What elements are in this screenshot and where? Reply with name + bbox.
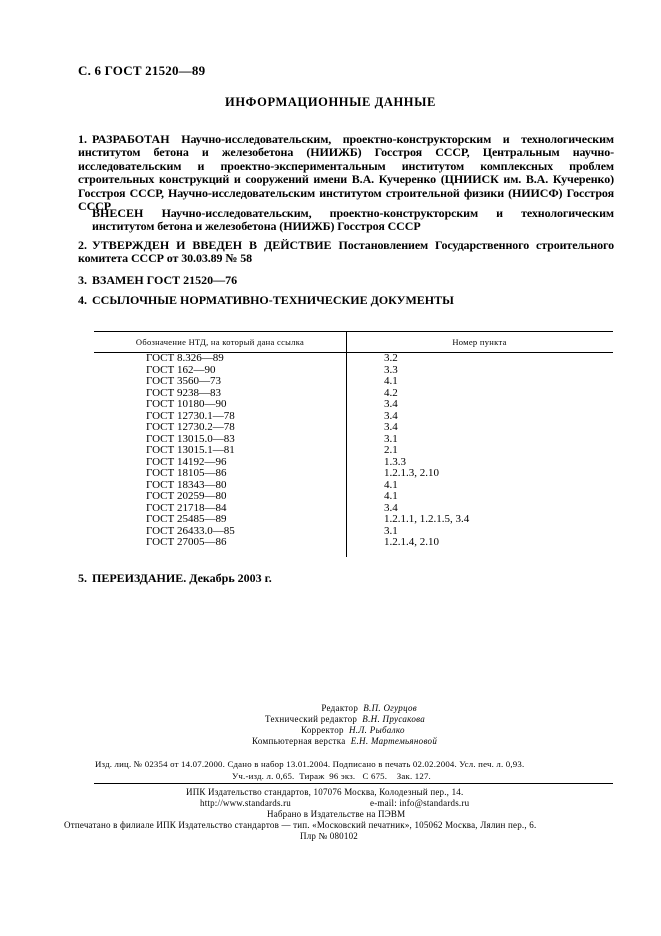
cell-document: ГОСТ 8.326—89 xyxy=(146,352,224,364)
cell-clause: 3.4 xyxy=(384,421,398,433)
item-number: 4. xyxy=(78,293,87,307)
cell-clause: 4.1 xyxy=(384,490,398,502)
cell-clause: 3.1 xyxy=(384,432,398,445)
reference-table xyxy=(94,331,613,548)
item-lead: ВНЕСЕН xyxy=(92,206,144,220)
table-row xyxy=(94,468,613,480)
item-lead: ССЫЛОЧНЫЕ НОРМАТИВНО-ТЕХНИЧЕСКИЕ ДОКУМЕНТЫ xyxy=(92,293,454,307)
item-text: Декабрь 2003 г. xyxy=(189,571,272,585)
cell-document: ГОСТ 13015.0—83 xyxy=(146,432,235,445)
section-title: ИНФОРМАЦИОННЫЕ ДАННЫЕ xyxy=(225,95,436,109)
table-row xyxy=(94,399,613,411)
cell-document: ГОСТ 26433.0—85 xyxy=(146,524,235,537)
imprint-line-5: Плр № 080102 xyxy=(300,831,358,841)
cell-clause: 4.1 xyxy=(384,478,398,491)
publication-line-1: Изд. лиц. № 02354 от 14.07.2000. Сдано в набор 13.01.2004. Подписано в печать 02.02.2004. Усл. печ. л. 0,93. xyxy=(95,759,525,769)
imprint-line-3: Набрано в Издательстве на ПЭВМ xyxy=(267,809,406,819)
cell-document: ГОСТ 14192—96 xyxy=(146,455,227,468)
table-row xyxy=(94,491,613,503)
table-row xyxy=(94,537,613,549)
imprint-line-1: ИПК Издательство стандартов, 107076 Москва, Колодезный пер., 14. xyxy=(186,787,464,797)
cell-document: ГОСТ 21718—84 xyxy=(146,501,227,514)
table-header xyxy=(94,331,613,353)
item-number: 2. xyxy=(78,238,87,252)
table-body xyxy=(94,353,613,549)
cell-clause: 4.2 xyxy=(384,386,398,399)
cell-clause: 1.2.1.1, 1.2.1.5, 3.4 xyxy=(384,513,470,525)
item-lead: ВЗАМЕН ГОСТ 21520—76 xyxy=(92,273,238,287)
publication-line-2: Уч.-изд. л. 0,65. Тираж 96 экз. С 675. Зак. 127. xyxy=(232,771,431,781)
cell-clause: 2.1 xyxy=(384,444,398,456)
cell-document: ГОСТ 27005—86 xyxy=(146,536,227,548)
item-reissue xyxy=(78,572,614,585)
item-introduced xyxy=(78,207,614,234)
table-row xyxy=(94,376,613,388)
credit-layout: Компьютерная верстка Е.Н. Мартемьяновой xyxy=(252,736,438,746)
cell-document: ГОСТ 12730.2—78 xyxy=(146,421,235,433)
imprint-divider xyxy=(94,783,613,784)
cell-document: ГОСТ 3560—73 xyxy=(146,375,221,387)
cell-document: ГОСТ 20259—80 xyxy=(146,490,227,502)
item-text: Научно-исследовательским, проектно-конструкторским и технологическим институтом бетона и железобетона (НИИЖБ) Госстроя СССР xyxy=(92,206,615,234)
item-number: 1. xyxy=(78,132,87,146)
item-references xyxy=(78,294,614,307)
item-lead: ПЕРЕИЗДАНИЕ. xyxy=(92,571,187,585)
imprint-line-4: Отпечатано в филиале ИПК Издательство стандартов — тип. «Московский печатник», 105062 Москва, Лялин пер., 6. xyxy=(64,820,537,830)
item-replaces xyxy=(78,274,614,287)
item-text: Научно-исследовательским, проектно-конструкторским и технологическим институтом бетона и железобетона (НИИЖБ) Госстроя СССР, Центральным научно-исследовательским и проектно-экспериментальным институтом комплексных проблем строительных конструкций и сооружений имени В.А. Кучеренко (ЦНИИСК им. В.А. Кучеренко) Госстроя СССР, Научно-исследовательским институтом строительной физики (НИИСФ) Госстроя СССР xyxy=(78,132,615,214)
cell-clause: 3.4 xyxy=(384,398,398,410)
credit-proofreader: Корректор Н.Л. Рыбалко xyxy=(301,725,405,735)
cell-document: ГОСТ 13015.1—81 xyxy=(146,444,235,456)
cell-clause: 3.1 xyxy=(384,524,398,537)
item-lead: УТВЕРЖДЕН И ВВЕДЕН В ДЕЙСТВИЕ xyxy=(92,238,332,252)
cell-clause: 3.3 xyxy=(384,363,398,376)
cell-clause: 3.4 xyxy=(384,409,398,422)
credit-editor: Редактор В.П. Огурцов xyxy=(321,703,417,713)
cell-clause: 3.2 xyxy=(384,352,398,364)
table-row xyxy=(94,514,613,526)
cell-document: ГОСТ 10180—90 xyxy=(146,398,227,410)
item-developed xyxy=(78,133,614,213)
cell-clause: 1.2.1.3, 2.10 xyxy=(384,467,439,479)
table-row xyxy=(94,422,613,434)
cell-clause: 3.4 xyxy=(384,501,398,514)
imprint-email: e-mail: info@standards.ru xyxy=(370,798,470,808)
cell-clause: 4.1 xyxy=(384,375,398,387)
table-row xyxy=(94,353,613,365)
item-approved xyxy=(78,239,614,266)
column-header-clause: Номер пункта xyxy=(452,337,507,347)
cell-document: ГОСТ 18105—86 xyxy=(146,467,227,479)
item-lead: РАЗРАБОТАН xyxy=(92,132,170,146)
cell-document: ГОСТ 18343—80 xyxy=(146,478,227,491)
imprint-url: http://www.standards.ru xyxy=(200,798,292,808)
cell-document: ГОСТ 9238—83 xyxy=(146,386,221,399)
item-number: 3. xyxy=(78,273,87,287)
credit-tech-editor: Технический редактор В.Н. Прусакова xyxy=(265,714,426,724)
column-header-document: Обозначение НТД, на который дана ссылка xyxy=(135,337,305,347)
cell-document: ГОСТ 162—90 xyxy=(146,363,216,376)
item-text: Постановлением Государственного строительного комитета СССР от 30.03.89 № 58 xyxy=(78,238,614,266)
page-header: С. 6 ГОСТ 21520—89 xyxy=(78,63,206,78)
cell-document: ГОСТ 12730.1—78 xyxy=(146,409,235,422)
cell-clause: 1.3.3 xyxy=(384,455,406,468)
item-number: 5. xyxy=(78,571,87,585)
cell-document: ГОСТ 25485—89 xyxy=(146,513,227,525)
cell-clause: 1.2.1.4, 2.10 xyxy=(384,536,439,548)
table-row xyxy=(94,445,613,457)
